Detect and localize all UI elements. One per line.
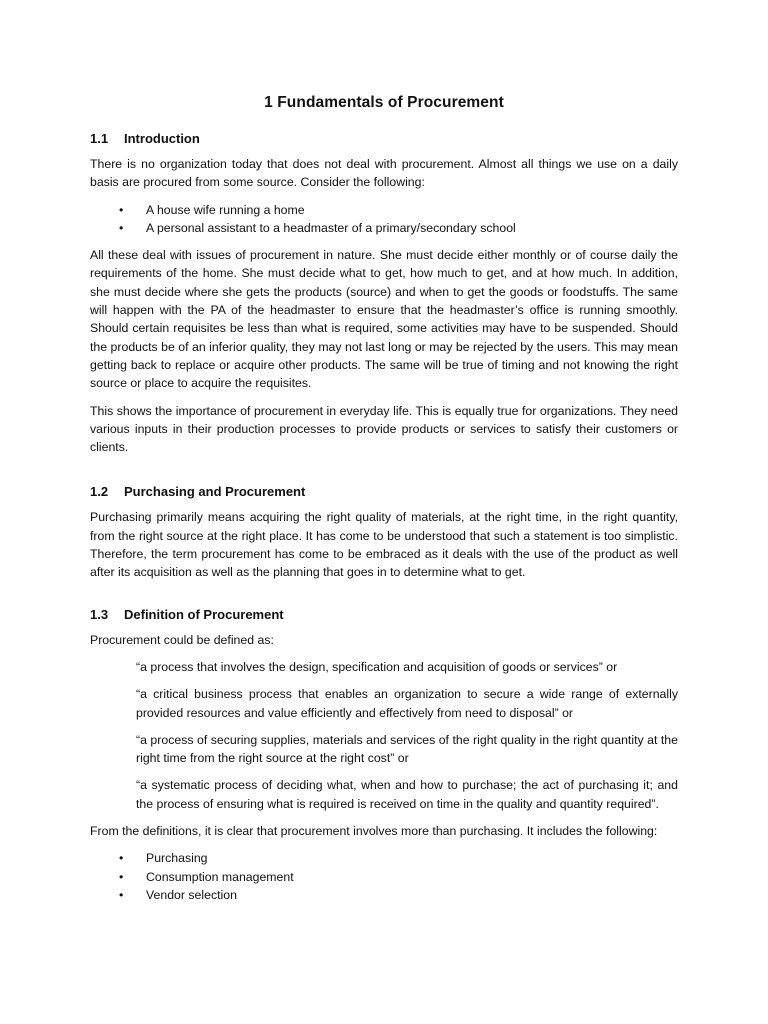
list-item: • Purchasing	[119, 849, 678, 867]
section-heading-definition	[90, 607, 678, 622]
paragraph: There is no organization today that does not deal with procurement. Almost all things we use on a daily basis are procured from some source. Consider the following:	[90, 157, 678, 190]
list-item: • A personal assistant to a headmaster of a primary/secondary school	[119, 219, 678, 237]
paragraph: All these deal with issues of procurement in nature. She must decide either monthly or of course daily the requirements of the home. She must decide what to get, how much to get, and at how much. In addition, she must decide where she gets the products (source) and when to get the goods or foodstuffs. The same will happen with the PA of the headmaster to ensure that the headmaster’s office is running smoothly. Should certain requisites be less than what is required, some activities may have to be suspended. Should the products be of an inferior quality, they may not last long or may be rejected by the users. This may mean getting back to replace or acquire other products. The same will be true of timing and not knowing the right source or place to acquire the requisites.	[90, 248, 678, 391]
bullet-icon: •	[119, 887, 124, 902]
paragraph: Procurement could be defined as:	[90, 632, 274, 647]
bullet-list	[90, 201, 678, 238]
section-title: Purchasing and Procurement	[124, 484, 306, 500]
list-item: • Vendor selection	[119, 886, 678, 904]
paragraph: This shows the importance of procurement in everyday life. This is equally true for organizations. They need various inputs in their production processes to provide products or services to satisfy their customers or clients.	[90, 403, 678, 455]
section-number: 1.3	[90, 606, 109, 622]
section-number: 1.1	[90, 131, 109, 146]
section-title: Introduction	[124, 131, 200, 146]
section-title: Definition of Procurement	[124, 606, 284, 622]
definition-quote: “a process that involves the design, specification and acquisition of goods or services” or	[136, 659, 618, 674]
list-item: • A house wife running a home	[119, 201, 678, 219]
definition-quote: “a systematic process of deciding what, when and how to purchase; the act of purchasing it; and the process of ensuring what is required is received on time in the quality and quantity required”.	[136, 778, 678, 811]
bullet-icon: •	[119, 202, 124, 217]
section-number: 1.2	[90, 484, 109, 500]
section-heading-introduction	[90, 131, 678, 146]
section-heading-purchasing	[90, 484, 678, 499]
paragraph: Purchasing primarily means acquiring the right quality of materials, at the right time, in the right quantity, from the right source at the right place. It has come to be understood that such a statement is too simplistic. Therefore, the term procurement has come to be embraced as it deals with the use of the product as well after its acquisition as well as the planning that goes in to determine what to get.	[90, 510, 678, 580]
bullet-icon: •	[119, 220, 124, 235]
document-title: 1 Fundamentals of Procurement	[264, 94, 504, 111]
paragraph: From the definitions, it is clear that procurement involves more than purchasing. It includes the following:	[90, 824, 658, 839]
bullet-icon: •	[119, 869, 124, 884]
definition-quote: “a critical business process that enables an organization to secure a wide range of externally provided resources and value efficiently and effectively from need to disposal” or	[136, 687, 678, 720]
bullet-icon: •	[119, 851, 124, 866]
definition-quote: “a process of securing supplies, materials and services of the right quality in the right quantity at the right time from the right source at the right cost” or	[136, 732, 678, 766]
bullet-list	[90, 849, 678, 904]
list-item: • Consumption management	[119, 868, 678, 886]
